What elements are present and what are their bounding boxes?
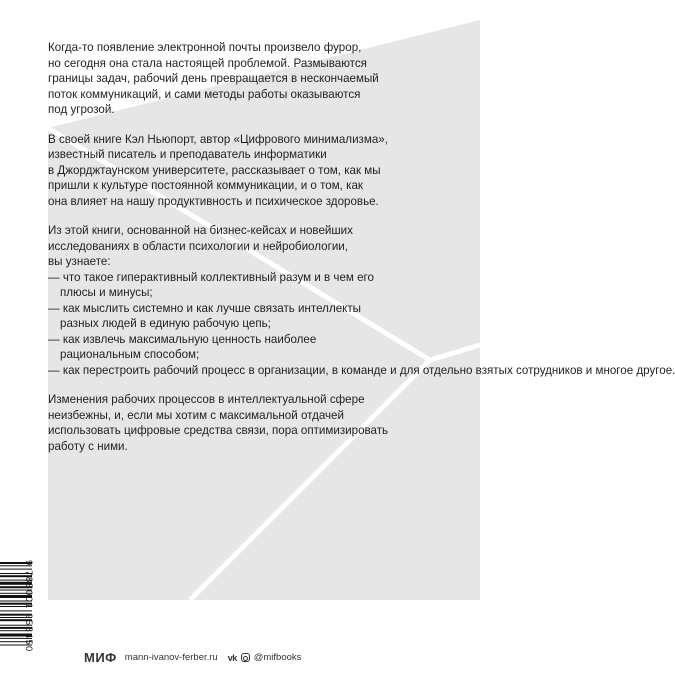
text-line: известный писатель и преподаватель информатики — [48, 148, 327, 161]
text-line: под угрозой. — [48, 103, 115, 116]
list-item — [48, 301, 418, 332]
annotation-text — [48, 40, 675, 468]
vk-icon[interactable]: vk — [227, 652, 237, 663]
footer — [84, 650, 301, 665]
list-item — [48, 270, 418, 301]
publisher-logo: МИФ — [84, 650, 117, 665]
text-line: границы задач, рабочий день превращается в нескончаемый — [48, 72, 379, 85]
paragraph-author — [48, 132, 418, 210]
paragraph-intro — [48, 40, 418, 118]
paragraph-learn — [48, 223, 418, 270]
list-item-text: плюсы и минусы; — [60, 286, 153, 299]
isbn-number: 9 785001 955450 — [24, 560, 35, 653]
list-item — [48, 363, 675, 379]
text-line: она влияет на нашу продуктивность и психическое здоровье. — [48, 194, 379, 208]
list-item-text: рациональным способом; — [60, 348, 200, 361]
social-handle[interactable]: @mifbooks — [253, 652, 302, 663]
list-item-text: — что такое гиперактивный коллективный разум и в чем его — [48, 270, 374, 284]
text-line: использовать цифровые средства связи, пора оптимизировать — [48, 424, 389, 437]
list-item-text: — как перестроить рабочий процесс в организации, в команде — [48, 363, 387, 377]
text-line: неизбежны, и, если мы хотим с максимальной отдачей — [48, 408, 344, 422]
list-item-text: — как извлечь максимальную ценность наиболее — [48, 332, 317, 346]
text-line: поток коммуникаций, и сами методы работы оказываются — [48, 87, 361, 101]
list-item — [48, 332, 418, 363]
paragraph-closing — [48, 392, 418, 454]
text-line: Из этой книги, основанной на бизнес-кейсах и новейших — [48, 224, 353, 237]
text-line: пришли к культуре постоянной коммуникации, и о том, как — [48, 179, 363, 192]
website-link[interactable]: mann-ivanov-ferber.ru — [124, 652, 218, 663]
list-item-text: и для отдельно взятых сотрудников и многое другое. — [390, 363, 675, 377]
instagram-icon[interactable] — [241, 653, 250, 662]
text-line: исследованиях в области психологии и нейробиологии, — [48, 239, 348, 253]
text-line: Когда-то появление электронной почты произвело фурор, — [48, 41, 362, 54]
list-item-text: — как мыслить системно и как лучше связать интеллекты — [48, 301, 362, 315]
text-line: но сегодня она стала настоящей проблемой. Размываются — [48, 56, 367, 70]
text-line: вы узнаете: — [48, 255, 111, 268]
text-line: работу с ними. — [48, 439, 128, 453]
bullet-list — [48, 270, 675, 379]
list-item-text: разных людей в единую рабочую цепь; — [60, 317, 271, 330]
text-line: в Джорджтаунском университете, рассказывает о том, как мы — [48, 163, 381, 177]
text-line: В своей книге Кэл Ньюпорт, автор «Цифрового минимализма», — [48, 132, 388, 146]
text-line: Изменения рабочих процессов в интеллектуальной сфере — [48, 393, 365, 406]
